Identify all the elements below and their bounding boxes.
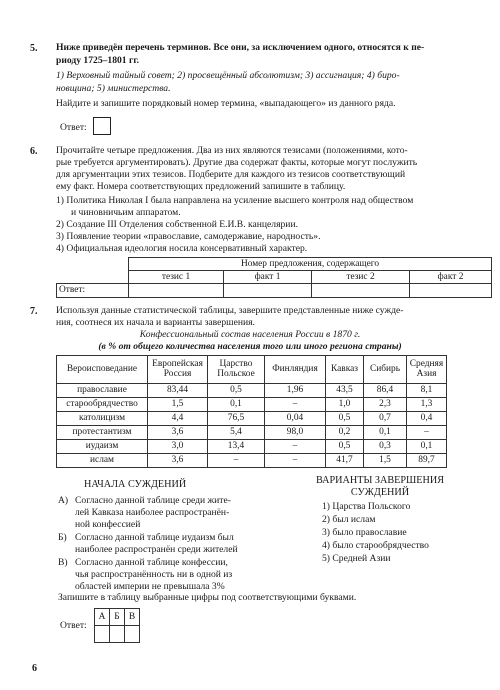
task-6-prompt-line-4: ему факт. Номера соответствующих предложений запишите в таблицу. xyxy=(56,181,346,192)
table-cell: 41,7 xyxy=(326,454,364,468)
task-6-item-2: 2) Создание III Отделения собственной Е.И.В. канцелярии. xyxy=(56,219,298,230)
table-cell: 0,1 xyxy=(407,440,447,454)
header-finland: Финляндия xyxy=(265,356,326,384)
table-cell: – xyxy=(407,426,447,440)
row-label: протестантизм xyxy=(57,426,148,440)
table-cell: 1,96 xyxy=(265,384,326,398)
task-6-col-fact-1: факт 1 xyxy=(224,271,312,284)
task-6-prompt-line-3: для аргументации этих тезисов. Подберите для каждого из тезисов соответствующий xyxy=(56,169,406,180)
table-cell: 5,4 xyxy=(208,426,265,440)
task-7-statistics-table xyxy=(56,355,447,468)
task-7-table-subcaption: (в % от общего количества населения того или иного региона страны) xyxy=(98,341,402,352)
task-7-number: 7. xyxy=(30,306,38,317)
task-6-col-thesis-2: тезис 2 xyxy=(312,271,410,284)
task-6-item-4: 4) Официальная идеология носила консервативный характер. xyxy=(56,243,308,254)
task-5-prompt-line-1: Ниже приведён перечень терминов. Все они, за исключением одного, относятся к пе- xyxy=(56,42,425,53)
start-a-line-2: лей Кавказа наиболее распространён- xyxy=(75,507,230,518)
task-5-number: 5. xyxy=(30,43,38,54)
task-7-prompt-line-2: ния, соотнеся их начала и варианты завершения. xyxy=(56,317,255,328)
header-caucasus: Кавказ xyxy=(326,356,364,384)
task-5-terms-line-2: новщина; 5) министерства. xyxy=(56,83,171,94)
table-cell: – xyxy=(265,440,326,454)
row-label: католицизм xyxy=(57,412,148,426)
table-cell: 98,0 xyxy=(265,426,326,440)
task-6-answer-cell-fact-2[interactable] xyxy=(410,284,492,297)
ending-5: 5) Средней Азии xyxy=(322,553,391,564)
header-kingdom-poland: Царство Польское xyxy=(208,356,265,384)
table-cell: 86,4 xyxy=(364,384,407,398)
table-cell: 0,4 xyxy=(407,412,447,426)
task-6-col-fact-2: факт 2 xyxy=(410,271,492,284)
task-5-prompt-line-2: риоду 1725–1801 гг. xyxy=(56,55,140,66)
start-a-line-1: Согласно данной таблице среди жите- xyxy=(75,495,231,506)
table-cell: 0,3 xyxy=(364,440,407,454)
table-cell: 0,5 xyxy=(208,384,265,398)
task-6-table-header: Номер предложения, содержащего xyxy=(129,258,492,271)
table-cell: – xyxy=(265,398,326,412)
table-row xyxy=(57,398,447,412)
table-cell: 89,7 xyxy=(407,454,447,468)
table-cell: 3,6 xyxy=(148,454,208,468)
header-central-asia: Средняя Азия xyxy=(407,356,447,384)
table-cell: 0,1 xyxy=(364,426,407,440)
start-a-line-3: ной конфессией xyxy=(75,519,141,530)
ending-3: 3) было православие xyxy=(322,527,407,538)
start-b-line-1: Согласно данной таблице иудаизм был xyxy=(75,532,234,543)
endings-title-line-2: СУЖДЕНИЙ xyxy=(350,487,410,498)
table-row xyxy=(57,426,447,440)
table-cell: 3,6 xyxy=(148,426,208,440)
table-cell: 0,7 xyxy=(364,412,407,426)
table-cell: 83,44 xyxy=(148,384,208,398)
table-cell: 1,5 xyxy=(364,454,407,468)
task-6-prompt-line-2: рые требуется аргументировать). Другие два содержат факты, которые могут послужить xyxy=(56,157,418,168)
table-cell: 8,1 xyxy=(407,384,447,398)
start-c-letter: В) xyxy=(58,557,68,568)
table-cell: 2,3 xyxy=(364,398,407,412)
task-5-answer-box[interactable] xyxy=(93,117,111,135)
start-c-line-2: чья распространённость ни в одной из xyxy=(75,569,233,580)
start-b-letter: Б) xyxy=(58,532,67,543)
row-label: иудаизм xyxy=(57,440,148,454)
answer-cell-b[interactable] xyxy=(110,626,125,643)
answer-cell-a[interactable] xyxy=(95,626,110,643)
answer-letter-b: Б xyxy=(110,609,125,626)
table-row xyxy=(57,412,447,426)
task-5-terms-line-1: 1) Верховный тайный совет; 2) просвещённый абсолютизм; 3) ассигнация; 4) биро- xyxy=(56,70,400,81)
row-label: ислам xyxy=(57,454,148,468)
table-row xyxy=(57,440,447,454)
table-cell: 0,1 xyxy=(208,398,265,412)
task-5-answer-label: Ответ: xyxy=(60,122,87,133)
task-7-instruction: Запишите в таблицу выбранные цифры под соответствующими буквами. xyxy=(58,592,357,603)
task-6-answer-cell-thesis-2[interactable] xyxy=(312,284,410,297)
ending-1: 1) Царства Польского xyxy=(322,501,411,512)
ending-2: 2) был ислам xyxy=(322,514,376,525)
task-7-answer-label: Ответ: xyxy=(60,620,87,631)
start-b-line-2: наиболее распространён среди жителей xyxy=(75,544,238,555)
task-6-item-1: 1) Политика Николая I была направлена на усиление высшего контроля над обществом xyxy=(56,195,414,206)
answer-letter-a: А xyxy=(95,609,110,626)
header-confession: Вероисповедание xyxy=(57,356,148,384)
table-cell: 0,2 xyxy=(326,426,364,440)
starts-title: НАЧАЛА СУЖДЕНИЙ xyxy=(84,479,187,490)
table-cell: 1,3 xyxy=(407,398,447,412)
task-6-item-1-cont: и чиновничьим аппаратом. xyxy=(71,207,181,218)
task-7-table-caption: Конфессиональный состав населения России в 1870 г. xyxy=(139,329,361,340)
table-cell: 1,5 xyxy=(148,398,208,412)
table-cell: 0,5 xyxy=(326,440,364,454)
task-6-answer-label: Ответ: xyxy=(57,284,129,297)
task-6-col-thesis-1: тезис 1 xyxy=(129,271,224,284)
table-cell: 13,4 xyxy=(208,440,265,454)
answer-cell-c[interactable] xyxy=(125,626,140,643)
start-c-line-1: Согласно данной таблице конфессии, xyxy=(75,557,228,568)
table-cell: 76,5 xyxy=(208,412,265,426)
table-cell: – xyxy=(265,454,326,468)
table-cell: 1,0 xyxy=(326,398,364,412)
answer-letter-c: В xyxy=(125,609,140,626)
ending-4: 4) было старообрядчество xyxy=(322,540,429,551)
row-label: старообрядчество xyxy=(57,398,148,412)
header-european-russia: Европейская Россия xyxy=(148,356,208,384)
row-label: православие xyxy=(57,384,148,398)
task-6-answer-table xyxy=(56,257,492,298)
task-5-instruction: Найдите и запишите порядковый номер термина, «выпадающего» из данного ряда. xyxy=(56,98,396,109)
task-7-prompt-line-1: Используя данные статистической таблицы, завершите представленные ниже сужде- xyxy=(56,305,404,316)
task-6-number: 6. xyxy=(30,146,38,157)
task-6-item-3: 3) Появление теории «православие, самодержавие, народность». xyxy=(56,231,321,242)
table-row xyxy=(57,384,447,398)
start-c-line-3: областей империи не превышала 3% xyxy=(75,581,225,592)
task-7-answer-table xyxy=(94,608,140,643)
page-number: 6 xyxy=(32,663,37,674)
table-cell: 43,5 xyxy=(326,384,364,398)
table-cell: 4,4 xyxy=(148,412,208,426)
task-6-prompt-line-1: Прочитайте четыре предложения. Два из них являются тезисами (положениями, кото- xyxy=(56,145,408,156)
task-6-answer-cell-thesis-1[interactable] xyxy=(129,284,224,297)
task-6-answer-cell-fact-1[interactable] xyxy=(224,284,312,297)
table-cell: 3,0 xyxy=(148,440,208,454)
start-a-letter: А) xyxy=(58,495,69,506)
table-cell: 0,5 xyxy=(326,412,364,426)
table-cell: – xyxy=(208,454,265,468)
table-row xyxy=(57,454,447,468)
header-siberia: Сибирь xyxy=(364,356,407,384)
endings-title-line-1: ВАРИАНТЫ ЗАВЕРШЕНИЯ xyxy=(315,475,445,486)
table-cell: 0,04 xyxy=(265,412,326,426)
